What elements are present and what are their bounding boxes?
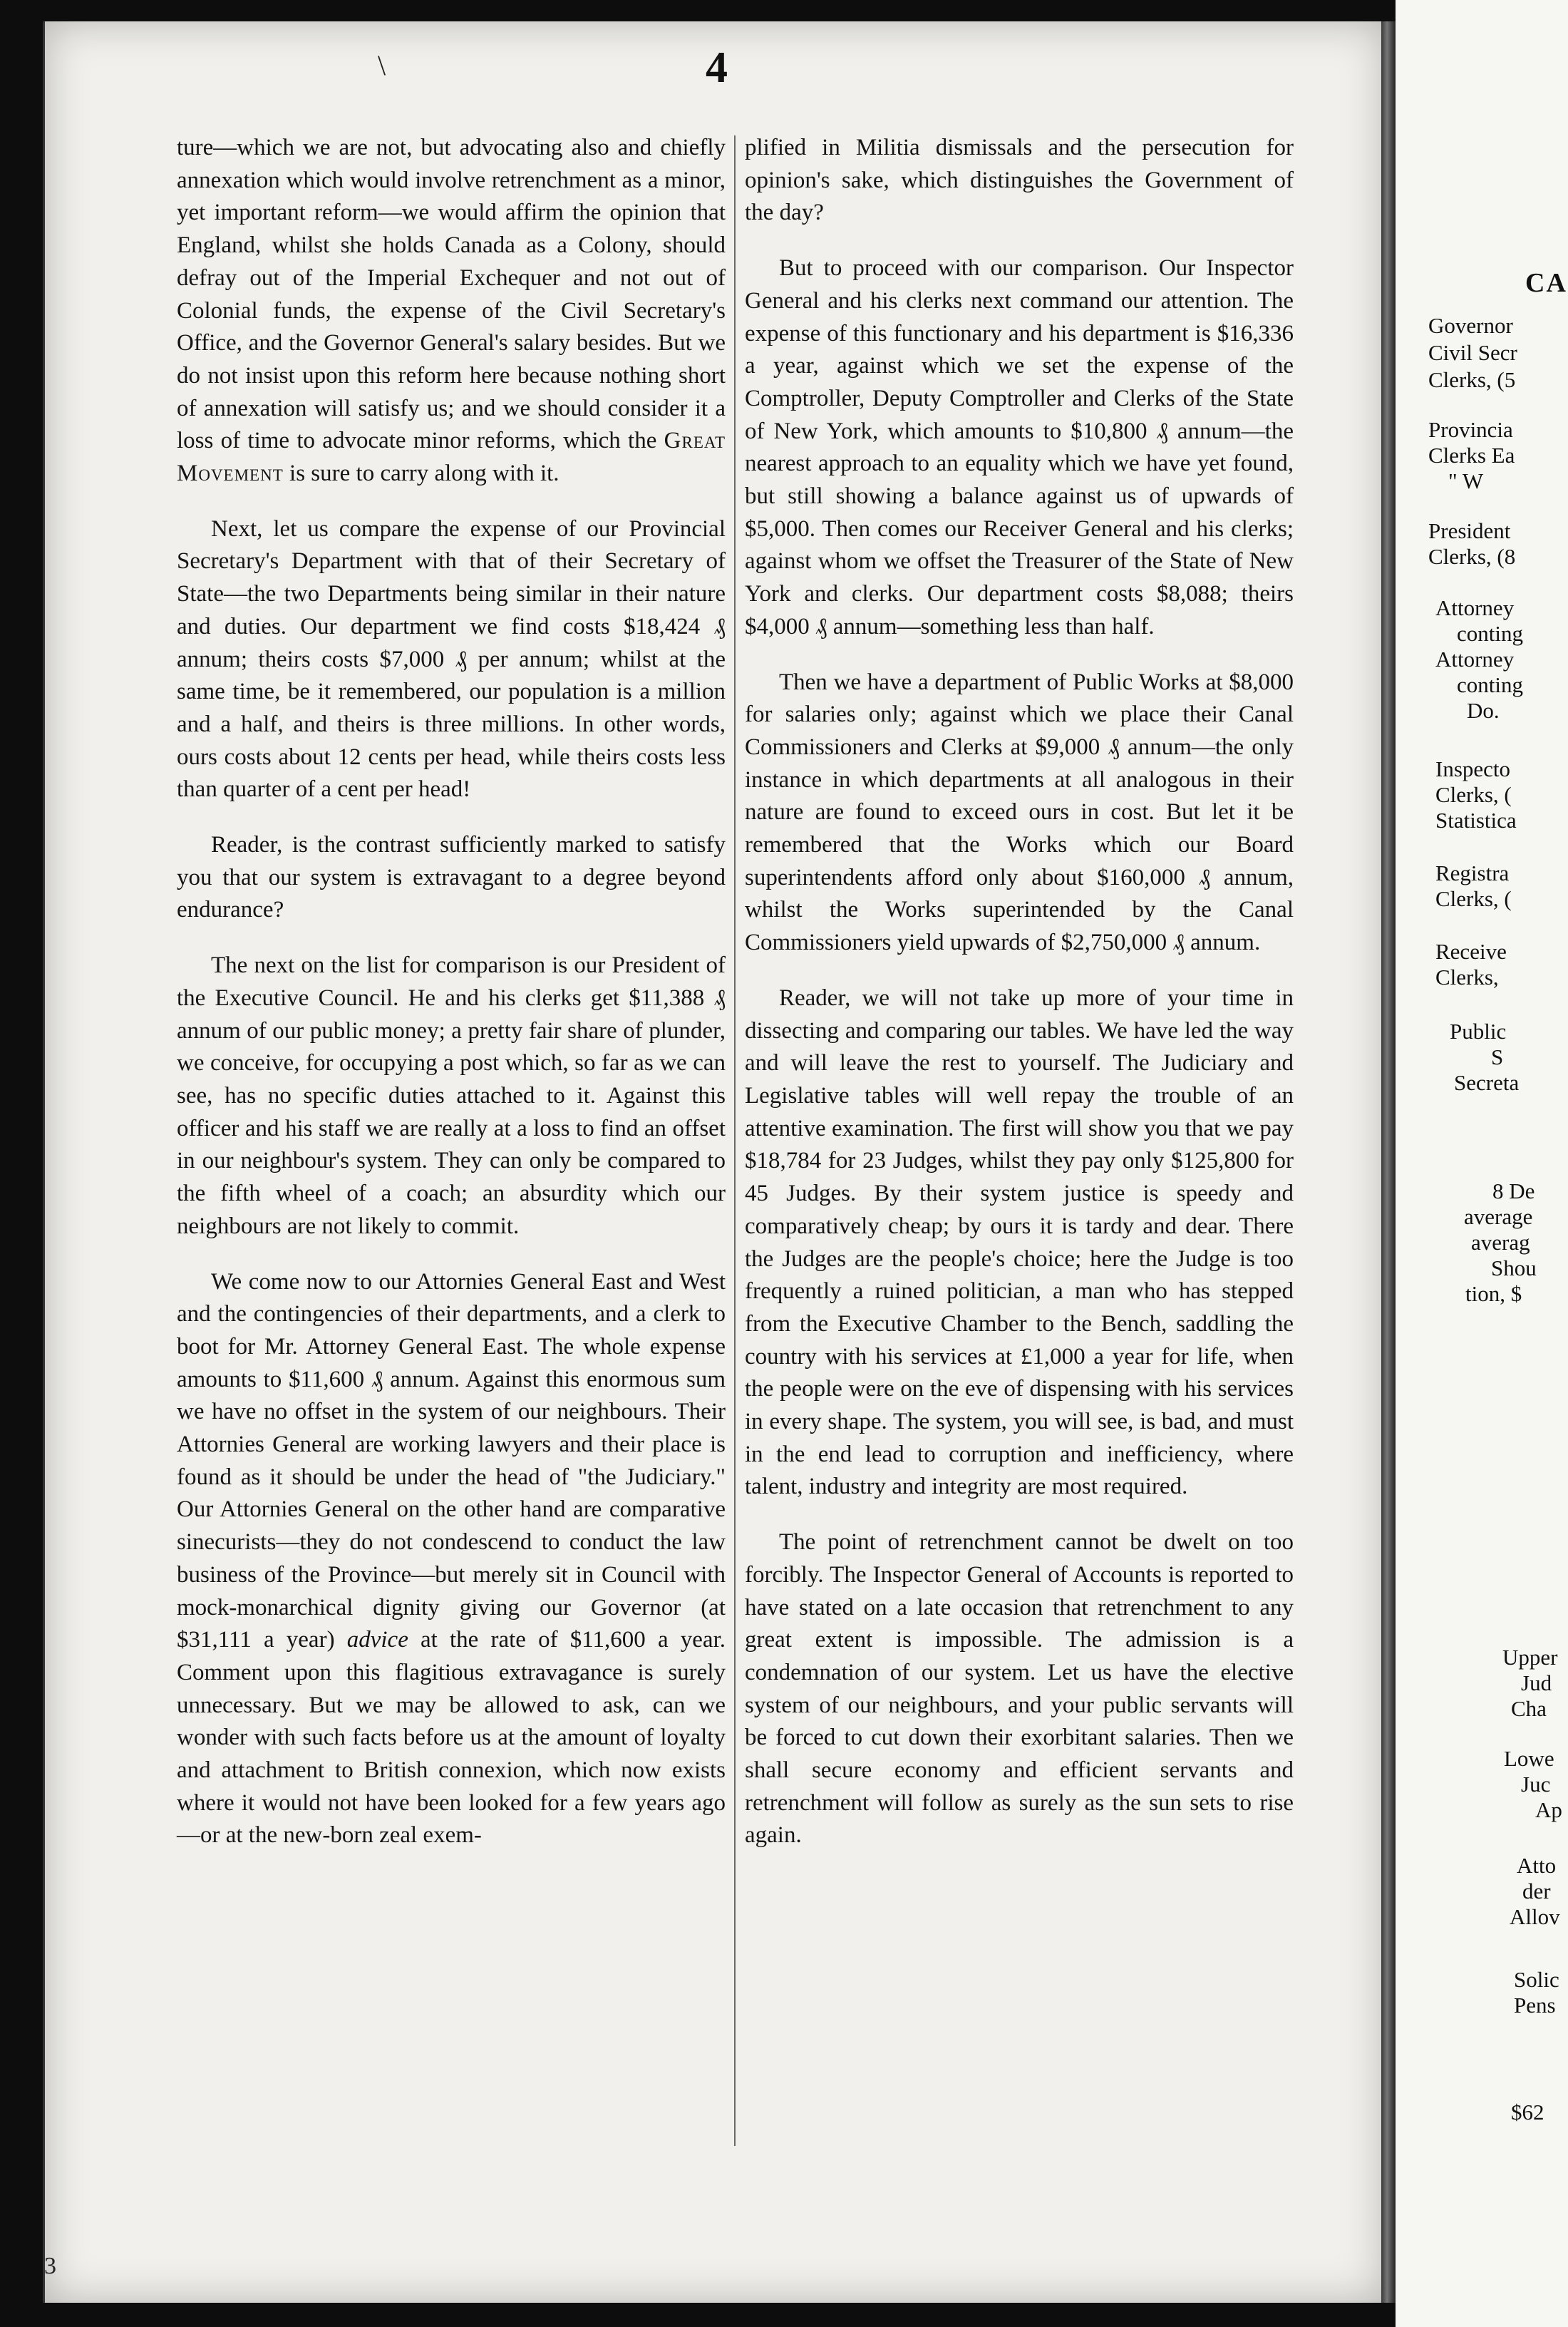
adjacent-heading: CA bbox=[1525, 268, 1567, 298]
adjacent-page-line: Attorney bbox=[1435, 647, 1515, 672]
adjacent-page-line: Statistica bbox=[1435, 808, 1517, 833]
adjacent-page-line: Pens bbox=[1514, 1993, 1556, 2018]
adjacent-page-line: average bbox=[1464, 1204, 1533, 1229]
paragraph: We come now to our Attornies General East and West and the contingencies of their departments, and a clerk to boot for Mr. Attorney General East. The whole expense amounts to $11,600 ₰ annum. Against this enormous sum we have no offset in the system of our neighbours. Their Attornies General are working lawyers and their place is found as it should be under the head of "the Judiciary." Our Attornies General on the other hand are comparative sinecurists—they do not condescend to conduct the law business of the Province—but merely sit in Council with mock-monarchical dignity giving our Governor (at $31,111 a year) advice at the rate of $11,600 a year. Comment upon this flagitious extravagance is surely unnecessary. But we may be allowed to ask, can we wonder with such facts before us at the amount of loyalty and attachment to British connexion, which now exists where it would not have been looked for a few years ago—or at the new-born zeal exem- bbox=[177, 1268, 726, 1849]
adjacent-page-line: Allov bbox=[1510, 1904, 1560, 1929]
adjacent-page-line: Clerks, ( bbox=[1435, 782, 1512, 807]
page-number: 4 bbox=[706, 43, 728, 92]
paragraph: Next, let us compare the expense of our Provincial Secretary's Department with that of their Secretary of State—the two Departments being similar in their nature and duties. Our department we find costs $18,424 ₰ annum; theirs costs $7,000 ₰ per annum; whilst at the same time, be it remembered, our population is a million and a half, and theirs is three millions. In other words, ours costs about 12 cents per head, while theirs costs less than quarter of a cent per head! bbox=[177, 515, 726, 803]
adjacent-page-line: S bbox=[1491, 1044, 1504, 1069]
adjacent-page-line: Atto bbox=[1517, 1853, 1557, 1878]
adjacent-page-line: Do. bbox=[1467, 698, 1500, 723]
paragraph: The next on the list for comparison is our President of the Executive Council. He and his clerks get $11,388 ₰ annum of our public money; a pretty fair share of plunder, we conceive, for occupying a post which, so far as we can see, has no specific duties attached to it. Against this officer and his staff we are really at a loss to find an offset in our neighbour's system. They can only be compared to the fifth wheel of a coach; an absurdity which our neighbours are not likely to commit. bbox=[177, 952, 726, 1239]
adjacent-page-line: averag bbox=[1471, 1230, 1530, 1255]
adjacent-page-line: Juc bbox=[1521, 1772, 1551, 1797]
adjacent-page-line: Ap bbox=[1535, 1797, 1562, 1822]
adjacent-page-line: Shou bbox=[1491, 1255, 1537, 1280]
small-caps-phrase: Great Movement bbox=[177, 428, 726, 487]
adjacent-page-line: Civil Secr bbox=[1428, 340, 1517, 365]
paragraph: Reader, we will not take up more of your time in dissecting and comparing our tables. We have led the way and will leave the rest to yourself. The Judiciary and Legislative tables will well repay the trouble of an attentive examination. The first will show you that we pay $18,784 for 23 Judges, whilst they pay only $125,800 for 45 Judges. By their system justice is speedy and comparatively cheap; by ours it is tardy and dear. There the Judges are the people's choice; here the Judge is too frequently a ruined politician, a man who has stepped from the Executive Chamber to the Bench, saddling the country with his services at £1,000 a year for life, when the people were on the eve of dispensing with his services in every shape. The system, you will see, is bad, and must in the end lead to corruption and inefficiency, where talent, industry and integrity are most required. bbox=[745, 985, 1294, 1500]
adjacent-page-line: der bbox=[1522, 1879, 1551, 1904]
paragraph: The point of retrenchment cannot be dwelt on too forcibly. The Inspector General of Accounts is reported to have stated on a late occasion that retrenchment to any great extent is impossible. The admission is a condemnation of our system. Let us have the elective system of our neighbours, and your public servants will be forced to cut down their exorbitant salaries. Then we shall secure economy and efficient servants and retrenchment will follow as surely as the sun sets to rise again. bbox=[745, 1529, 1294, 1849]
adjacent-page-line: Clerks, (8 bbox=[1428, 544, 1516, 569]
paragraph: Then we have a department of Public Works at $8,000 for salaries only; against which we place their Canal Commissioners and Clerks at $9,000 ₰ annum—the only instance in which departments at all analogous in their nature are found to exceed ours in cost. But let it be remembered that the Works which our Board superintendents afford only about $160,000 ₰ annum, whilst the Works superintended by the Canal Commissioners yield upwards of $2,750,000 ₰ annum. bbox=[745, 669, 1294, 956]
adjacent-page-line: Clerks, ( bbox=[1435, 886, 1512, 911]
adjacent-page-line: Receive bbox=[1435, 939, 1507, 964]
adjacent-page-line: Lowe bbox=[1504, 1746, 1554, 1771]
adjacent-page-line: Inspecto bbox=[1435, 756, 1511, 781]
adjacent-page-line: tion, $ bbox=[1465, 1281, 1522, 1306]
corner-mark: 3 bbox=[44, 2253, 56, 2279]
adjacent-page-line: " W bbox=[1448, 468, 1484, 493]
adjacent-page-line: 8 De bbox=[1492, 1178, 1535, 1203]
adjacent-page-line: Secreta bbox=[1454, 1070, 1520, 1095]
paragraph: But to proceed with our comparison. Our Inspector General and his clerks next command our attention. The expense of this functionary and his department is $16,336 a year, against which we set the expense of the Comptroller, Deputy Comptroller and Clerks of the State of New York, which amounts to $10,800 ₰ annum—the nearest approach to an equality which we have yet found, but still showing a balance against us of upwards of $5,000. Then comes our Receiver General and his clerks; against whom we offset the Treasurer of the State of New York and clerks. Our department costs $8,088; theirs $4,000 ₰ annum—something less than half. bbox=[745, 255, 1294, 639]
printer-mark: \ bbox=[378, 49, 386, 81]
adjacent-page-line: President bbox=[1428, 518, 1511, 543]
adjacent-page-line: Clerks, bbox=[1435, 965, 1499, 990]
adjacent-page-line: Jud bbox=[1521, 1670, 1552, 1695]
adjacent-page-line: Public bbox=[1450, 1019, 1507, 1044]
adjacent-page-line: Clerks, (5 bbox=[1428, 367, 1516, 392]
adjacent-page-line: Registra bbox=[1435, 861, 1510, 885]
left-column bbox=[177, 132, 726, 1868]
adjacent-page-line: $62 bbox=[1511, 2100, 1544, 2125]
adjacent-page-line: Provincia bbox=[1428, 417, 1513, 442]
paragraph: plified in Militia dismissals and the persecution for opinion's sake, which distinguishes the Government of the day? bbox=[745, 135, 1294, 226]
paragraph: Reader, is the contrast sufficiently marked to satisfy you that our system is extravagant to a degree beyond endurance? bbox=[177, 832, 726, 923]
italic-word: advice bbox=[346, 1627, 408, 1653]
adjacent-page-line: Upper bbox=[1502, 1645, 1558, 1670]
adjacent-page-line: Clerks Ea bbox=[1428, 443, 1515, 468]
adjacent-page-line: Governor bbox=[1428, 313, 1513, 338]
adjacent-page-line: conting bbox=[1457, 621, 1523, 646]
column-rule bbox=[734, 135, 736, 2146]
paragraph: ture—which we are not, but advocating also and chiefly annexation which would involve retrenchment as a minor, yet important reform—we would affirm the opinion that England, whilst she holds Canada as a Colony, should defray out of the Imperial Exchequer and not out of Colonial funds, the expense of the Civil Secretary's Office, and the Governor General's salary besides. But we do not insist upon this reform here because nothing short of annexation will satisfy us; and we should consider it a loss of time to advocate minor reforms, which the Great Movement is sure to carry along with it. bbox=[177, 135, 726, 487]
adjacent-page-line: Cha bbox=[1511, 1696, 1547, 1721]
adjacent-page-line: Solic bbox=[1514, 1967, 1559, 1992]
right-column bbox=[745, 132, 1294, 1868]
page-edge-shadow bbox=[1381, 21, 1396, 2303]
adjacent-page-line: Attorney bbox=[1435, 595, 1515, 620]
adjacent-page-line: conting bbox=[1457, 672, 1523, 697]
adjacent-page-fragment bbox=[1396, 0, 1568, 2327]
